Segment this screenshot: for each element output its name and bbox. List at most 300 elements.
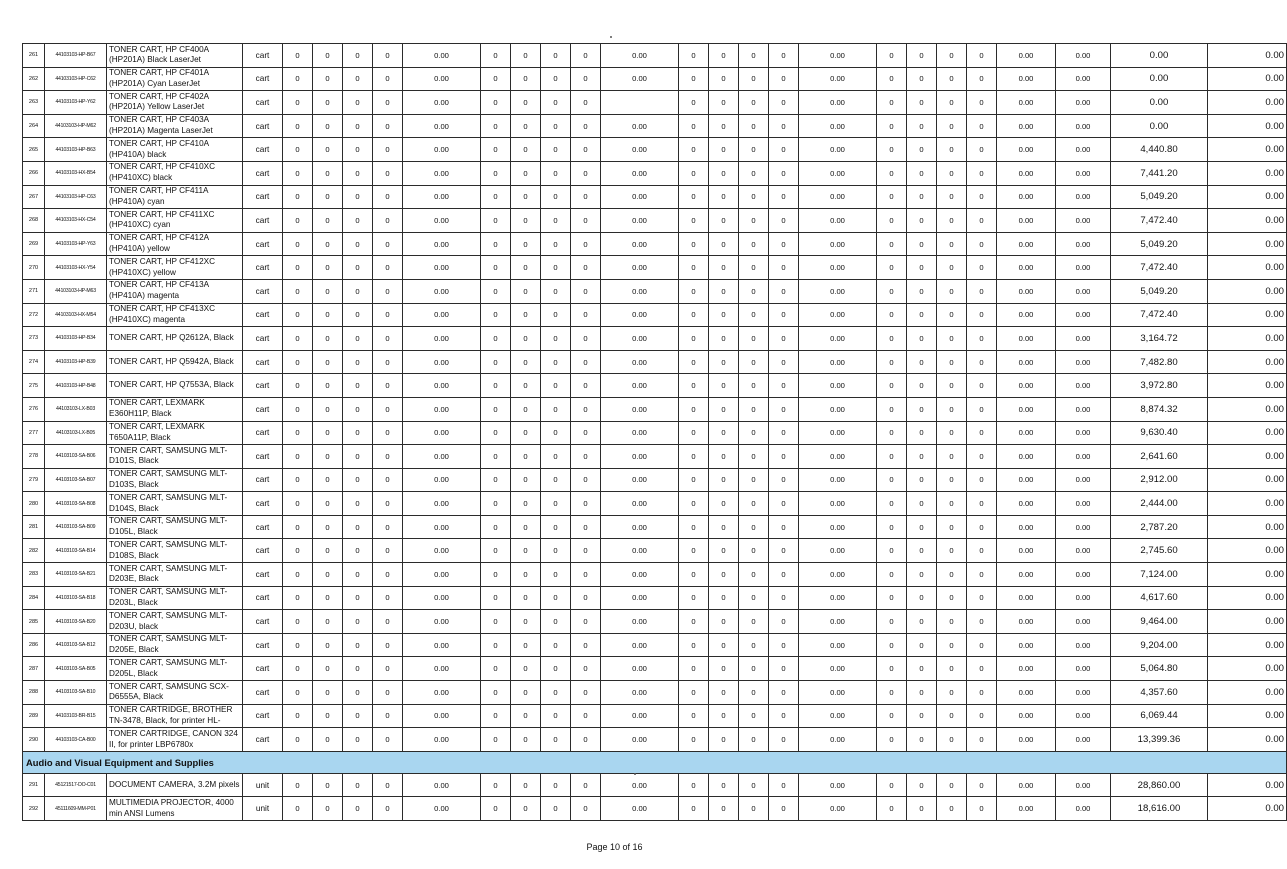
balance-amount: 0.00 (1208, 185, 1287, 209)
quantity-cell: 0 (739, 445, 769, 469)
quantity-cell: 0 (511, 232, 541, 256)
quantity-cell: 0 (343, 586, 373, 610)
total-amount: 2,444.00 (1111, 492, 1208, 516)
quantity-cell: 0 (679, 681, 709, 705)
balance-amount: 0.00 (1208, 586, 1287, 610)
quantity-cell: 0 (709, 445, 739, 469)
amount-cell: 0.00 (403, 704, 481, 728)
table-row (23, 67, 1287, 91)
quantity-cell: 0 (907, 539, 937, 563)
amount-cell: 0.00 (997, 185, 1056, 209)
quantity-cell: 0 (907, 67, 937, 91)
quantity-cell: 0 (967, 44, 997, 68)
quantity-cell: 0 (967, 327, 997, 351)
quantity-cell: 0 (511, 279, 541, 303)
quantity-cell: 0 (481, 797, 511, 821)
quantity-cell: 0 (679, 773, 709, 797)
quantity-cell: 0 (907, 161, 937, 185)
amount-cell: 0.00 (1056, 681, 1111, 705)
balance-amount: 0.00 (1208, 114, 1287, 138)
amount-cell: 0.00 (601, 374, 679, 398)
quantity-cell: 0 (283, 397, 313, 421)
item-code: 44103103-SA-B06 (45, 445, 107, 469)
amount-cell: 0.00 (799, 633, 877, 657)
quantity-cell: 0 (709, 633, 739, 657)
amount-cell: 0.00 (403, 728, 481, 752)
quantity-cell: 0 (541, 421, 571, 445)
quantity-cell: 0 (769, 681, 799, 705)
total-amount: 13,399.36 (1111, 728, 1208, 752)
amount-cell: 0.00 (403, 633, 481, 657)
quantity-cell: 0 (343, 138, 373, 162)
balance-amount: 0.00 (1208, 350, 1287, 374)
quantity-cell: 0 (739, 185, 769, 209)
quantity-cell: 0 (481, 44, 511, 68)
quantity-cell: 0 (571, 350, 601, 374)
quantity-cell: 0 (769, 704, 799, 728)
amount-cell: 0.00 (601, 633, 679, 657)
quantity-cell: 0 (967, 657, 997, 681)
quantity-cell: 0 (907, 468, 937, 492)
total-amount: 5,049.20 (1111, 185, 1208, 209)
quantity-cell: 0 (679, 539, 709, 563)
quantity-cell: 0 (313, 728, 343, 752)
amount-cell: 0.00 (799, 114, 877, 138)
amount-cell: 0.00 (997, 232, 1056, 256)
quantity-cell: 0 (481, 114, 511, 138)
table-row (23, 91, 1287, 115)
unit-of-measure: cart (243, 303, 283, 327)
quantity-cell: 0 (679, 256, 709, 280)
quantity-cell: 0 (967, 161, 997, 185)
quantity-cell: 0 (967, 185, 997, 209)
total-amount: 9,204.00 (1111, 633, 1208, 657)
quantity-cell: 0 (937, 704, 967, 728)
item-code: 44103103-SA-B05 (45, 657, 107, 681)
quantity-cell: 0 (343, 610, 373, 634)
amount-cell: 0.00 (601, 797, 679, 821)
quantity-cell: 0 (937, 138, 967, 162)
quantity-cell: 0 (343, 44, 373, 68)
quantity-cell: 0 (679, 633, 709, 657)
quantity-cell: 0 (679, 586, 709, 610)
table-row (23, 232, 1287, 256)
quantity-cell: 0 (709, 492, 739, 516)
quantity-cell: 0 (373, 397, 403, 421)
amount-cell: 0.00 (1056, 633, 1111, 657)
quantity-cell: 0 (967, 610, 997, 634)
quantity-cell: 0 (541, 681, 571, 705)
item-number: 275 (23, 374, 45, 398)
quantity-cell: 0 (739, 563, 769, 587)
quantity-cell: 0 (877, 681, 907, 705)
amount-cell: 0.00 (403, 445, 481, 469)
quantity-cell: 0 (679, 67, 709, 91)
quantity-cell: 0 (571, 279, 601, 303)
quantity-cell: 0 (571, 327, 601, 351)
total-amount: 2,641.60 (1111, 445, 1208, 469)
quantity-cell: 0 (571, 610, 601, 634)
quantity-cell: 0 (283, 468, 313, 492)
quantity-cell: 0 (877, 586, 907, 610)
quantity-cell: 0 (967, 256, 997, 280)
balance-amount: 0.00 (1208, 492, 1287, 516)
unit-of-measure: cart (243, 468, 283, 492)
amount-cell: 0.00 (997, 773, 1056, 797)
quantity-cell: 0 (967, 209, 997, 233)
item-description: TONER CART, HP CF403A (HP201A) Magenta LaserJet (107, 114, 243, 138)
unit-of-measure: cart (243, 91, 283, 115)
quantity-cell: 0 (511, 138, 541, 162)
quantity-cell: 0 (937, 515, 967, 539)
quantity-cell: 0 (769, 138, 799, 162)
quantity-cell: 0 (511, 161, 541, 185)
quantity-cell: 0 (877, 91, 907, 115)
item-description: TONER CART, SAMSUNG MLT-D101S, Black (107, 445, 243, 469)
item-code: 44103103-SA-B08 (45, 492, 107, 516)
quantity-cell: 0 (541, 797, 571, 821)
amount-cell: 0.00 (997, 468, 1056, 492)
item-number: 262 (23, 67, 45, 91)
total-amount: 4,617.60 (1111, 586, 1208, 610)
amount-cell: 0.00 (601, 209, 679, 233)
quantity-cell: 0 (511, 421, 541, 445)
item-description: TONER CART, SAMSUNG MLT-D203L, Black (107, 586, 243, 610)
quantity-cell: 0 (541, 279, 571, 303)
amount-cell: 0.00 (799, 44, 877, 68)
quantity-cell: 0 (541, 232, 571, 256)
item-description: TONER CART, HP CF401A (HP201A) Cyan LaserJet (107, 67, 243, 91)
quantity-cell: 0 (967, 397, 997, 421)
quantity-cell: 0 (937, 114, 967, 138)
quantity-cell: 0 (769, 445, 799, 469)
quantity-cell: 0 (283, 704, 313, 728)
quantity-cell: 0 (967, 279, 997, 303)
table-row (23, 327, 1287, 351)
quantity-cell: 0 (877, 515, 907, 539)
item-code: 44103103-SA-B07 (45, 468, 107, 492)
quantity-cell: 0 (283, 728, 313, 752)
table-row (23, 728, 1287, 752)
quantity-cell: 0 (313, 468, 343, 492)
amount-cell: 0.00 (997, 657, 1056, 681)
amount-cell: 0.00 (799, 421, 877, 445)
item-description: TONER CART, HP CF410A (HP410A) black (107, 138, 243, 162)
quantity-cell: 0 (907, 445, 937, 469)
quantity-cell: 0 (541, 633, 571, 657)
amount-cell: 0.00 (601, 681, 679, 705)
quantity-cell: 0 (511, 114, 541, 138)
amount-cell: 0.00 (403, 138, 481, 162)
quantity-cell: 0 (739, 728, 769, 752)
total-amount: 28,860.00 (1111, 773, 1208, 797)
quantity-cell: 0 (481, 256, 511, 280)
quantity-cell: 0 (343, 232, 373, 256)
quantity-cell: 0 (313, 610, 343, 634)
amount-cell: 0.00 (403, 209, 481, 233)
quantity-cell: 0 (511, 515, 541, 539)
quantity-cell: 0 (373, 232, 403, 256)
amount-cell: 0.00 (1056, 350, 1111, 374)
quantity-cell: 0 (313, 563, 343, 587)
quantity-cell: 0 (313, 397, 343, 421)
item-number: 272 (23, 303, 45, 327)
quantity-cell: 0 (283, 773, 313, 797)
balance-amount: 0.00 (1208, 633, 1287, 657)
item-code: 44103103-HX-Y54 (45, 256, 107, 280)
quantity-cell: 0 (709, 374, 739, 398)
amount-cell: 0.00 (403, 350, 481, 374)
quantity-cell: 0 (769, 610, 799, 634)
amount-cell: 0.00 (601, 492, 679, 516)
item-code: 44103103-BR-B15 (45, 704, 107, 728)
quantity-cell: 0 (769, 185, 799, 209)
quantity-cell: 0 (571, 161, 601, 185)
item-number: 290 (23, 728, 45, 752)
item-number: 274 (23, 350, 45, 374)
quantity-cell: 0 (283, 633, 313, 657)
quantity-cell: 0 (571, 256, 601, 280)
balance-amount: 0.00 (1208, 67, 1287, 91)
amount-cell: 0.00 (799, 303, 877, 327)
quantity-cell: 0 (313, 515, 343, 539)
item-code: 44103103-CA-B00 (45, 728, 107, 752)
quantity-cell: 0 (313, 492, 343, 516)
quantity-cell: 0 (769, 797, 799, 821)
amount-cell: 0.00 (1056, 445, 1111, 469)
quantity-cell: 0 (739, 232, 769, 256)
amount-cell: 0.00 (403, 114, 481, 138)
amount-cell: 0.00 (799, 563, 877, 587)
item-code: 44103103-HP-B48 (45, 374, 107, 398)
quantity-cell: 0 (679, 44, 709, 68)
quantity-cell: 0 (769, 728, 799, 752)
amount-cell: 0.00 (601, 445, 679, 469)
quantity-cell: 0 (679, 91, 709, 115)
quantity-cell: 0 (313, 232, 343, 256)
item-code: 44103103-HP-C63 (45, 185, 107, 209)
quantity-cell: 0 (967, 563, 997, 587)
quantity-cell: 0 (373, 515, 403, 539)
quantity-cell: 0 (907, 421, 937, 445)
quantity-cell: 0 (313, 44, 343, 68)
total-amount: 9,464.00 (1111, 610, 1208, 634)
amount-cell: 0.00 (403, 563, 481, 587)
quantity-cell: 0 (739, 633, 769, 657)
amount-cell: 0.00 (1056, 397, 1111, 421)
item-description: TONER CART, LEXMARK E360H11P, Black (107, 397, 243, 421)
quantity-cell: 0 (373, 67, 403, 91)
quantity-cell: 0 (937, 657, 967, 681)
balance-amount: 0.00 (1208, 256, 1287, 280)
item-code: 44103103-LX-B03 (45, 397, 107, 421)
quantity-cell: 0 (343, 327, 373, 351)
quantity-cell: 0 (373, 209, 403, 233)
balance-amount: 0.00 (1208, 303, 1287, 327)
quantity-cell: 0 (373, 633, 403, 657)
quantity-cell: 0 (541, 91, 571, 115)
balance-amount: 0.00 (1208, 797, 1287, 821)
quantity-cell: 0 (373, 279, 403, 303)
quantity-cell: 0 (967, 91, 997, 115)
quantity-cell: 0 (481, 468, 511, 492)
quantity-cell: 0 (571, 91, 601, 115)
quantity-cell: 0 (541, 161, 571, 185)
quantity-cell: 0 (907, 797, 937, 821)
quantity-cell: 0 (373, 657, 403, 681)
total-amount: 2,787.20 (1111, 515, 1208, 539)
unit-of-measure: cart (243, 327, 283, 351)
quantity-cell: 0 (709, 91, 739, 115)
balance-amount: 0.00 (1208, 728, 1287, 752)
amount-cell: 0.00 (1056, 138, 1111, 162)
item-code: 45111609-MM-P01 (45, 797, 107, 821)
balance-amount: 0.00 (1208, 515, 1287, 539)
total-amount: 7,441.20 (1111, 161, 1208, 185)
amount-cell: 0.00 (997, 44, 1056, 68)
quantity-cell: 0 (739, 421, 769, 445)
amount-cell: 0.00 (799, 773, 877, 797)
quantity-cell: 0 (937, 492, 967, 516)
quantity-cell: 0 (571, 209, 601, 233)
item-description: TONER CART, HP CF412A (HP410A) yellow (107, 232, 243, 256)
quantity-cell: 0 (709, 303, 739, 327)
quantity-cell: 0 (769, 468, 799, 492)
quantity-cell: 0 (877, 44, 907, 68)
unit-of-measure: cart (243, 114, 283, 138)
balance-amount: 0.00 (1208, 327, 1287, 351)
unit-of-measure: unit (243, 797, 283, 821)
quantity-cell: 0 (541, 185, 571, 209)
empty-cell (601, 91, 679, 115)
item-number: 285 (23, 610, 45, 634)
quantity-cell: 0 (937, 232, 967, 256)
quantity-cell: 0 (739, 161, 769, 185)
quantity-cell: 0 (571, 492, 601, 516)
unit-of-measure: cart (243, 161, 283, 185)
amount-cell: 0.00 (1056, 515, 1111, 539)
quantity-cell: 0 (739, 114, 769, 138)
quantity-cell: 0 (769, 374, 799, 398)
amount-cell: 0.00 (403, 161, 481, 185)
quantity-cell: 0 (967, 350, 997, 374)
quantity-cell: 0 (907, 114, 937, 138)
quantity-cell: 0 (373, 797, 403, 821)
quantity-cell: 0 (967, 114, 997, 138)
quantity-cell: 0 (907, 374, 937, 398)
quantity-cell: 0 (679, 421, 709, 445)
amount-cell: 0.00 (601, 350, 679, 374)
quantity-cell: 0 (769, 327, 799, 351)
amount-cell: 0.00 (1056, 279, 1111, 303)
unit-of-measure: cart (243, 185, 283, 209)
quantity-cell: 0 (769, 397, 799, 421)
quantity-cell: 0 (283, 67, 313, 91)
quantity-cell: 0 (283, 232, 313, 256)
balance-amount: 0.00 (1208, 563, 1287, 587)
quantity-cell: 0 (937, 681, 967, 705)
item-number: 288 (23, 681, 45, 705)
quantity-cell: 0 (373, 563, 403, 587)
unit-of-measure: cart (243, 492, 283, 516)
amount-cell: 0.00 (601, 563, 679, 587)
quantity-cell: 0 (511, 704, 541, 728)
quantity-cell: 0 (313, 161, 343, 185)
quantity-cell: 0 (937, 633, 967, 657)
quantity-cell: 0 (937, 797, 967, 821)
amount-cell: 0.00 (403, 232, 481, 256)
quantity-cell: 0 (679, 797, 709, 821)
total-amount: 0.00 (1111, 114, 1208, 138)
amount-cell: 0.00 (997, 374, 1056, 398)
quantity-cell: 0 (343, 303, 373, 327)
item-description: TONER CART, SAMSUNG MLT-D105L, Black (107, 515, 243, 539)
item-number: 279 (23, 468, 45, 492)
quantity-cell: 0 (907, 728, 937, 752)
quantity-cell: 0 (679, 303, 709, 327)
unit-of-measure: cart (243, 445, 283, 469)
amount-cell: 0.00 (601, 704, 679, 728)
quantity-cell: 0 (769, 256, 799, 280)
amount-cell: 0.00 (997, 397, 1056, 421)
quantity-cell: 0 (907, 773, 937, 797)
quantity-cell: 0 (313, 421, 343, 445)
quantity-cell: 0 (679, 327, 709, 351)
amount-cell: 0.00 (601, 114, 679, 138)
quantity-cell: 0 (739, 374, 769, 398)
quantity-cell: 0 (709, 209, 739, 233)
item-number: 284 (23, 586, 45, 610)
quantity-cell: 0 (877, 773, 907, 797)
amount-cell: 0.00 (997, 138, 1056, 162)
quantity-cell: 0 (511, 256, 541, 280)
quantity-cell: 0 (937, 445, 967, 469)
quantity-cell: 0 (877, 539, 907, 563)
quantity-cell: 0 (877, 256, 907, 280)
balance-amount: 0.00 (1208, 232, 1287, 256)
quantity-cell: 0 (283, 421, 313, 445)
table-row (23, 797, 1287, 821)
quantity-cell: 0 (739, 610, 769, 634)
quantity-cell: 0 (679, 350, 709, 374)
item-code: 44103103-HP-C62 (45, 67, 107, 91)
table-row (23, 303, 1287, 327)
quantity-cell: 0 (511, 327, 541, 351)
quantity-cell: 0 (541, 468, 571, 492)
amount-cell: 0.00 (1056, 657, 1111, 681)
amount-cell: 0.00 (799, 468, 877, 492)
amount-cell: 0.00 (1056, 610, 1111, 634)
quantity-cell: 0 (967, 773, 997, 797)
quantity-cell: 0 (541, 492, 571, 516)
quantity-cell: 0 (877, 421, 907, 445)
total-amount: 7,472.40 (1111, 256, 1208, 280)
item-number: 273 (23, 327, 45, 351)
quantity-cell: 0 (877, 633, 907, 657)
unit-of-measure: cart (243, 633, 283, 657)
amount-cell: 0.00 (601, 515, 679, 539)
quantity-cell: 0 (541, 374, 571, 398)
total-amount: 7,472.40 (1111, 303, 1208, 327)
quantity-cell: 0 (571, 421, 601, 445)
table-row (23, 586, 1287, 610)
amount-cell: 0.00 (403, 185, 481, 209)
amount-cell: 0.00 (997, 563, 1056, 587)
quantity-cell: 0 (343, 773, 373, 797)
unit-of-measure: cart (243, 350, 283, 374)
quantity-cell: 0 (739, 797, 769, 821)
table-row (23, 704, 1287, 728)
